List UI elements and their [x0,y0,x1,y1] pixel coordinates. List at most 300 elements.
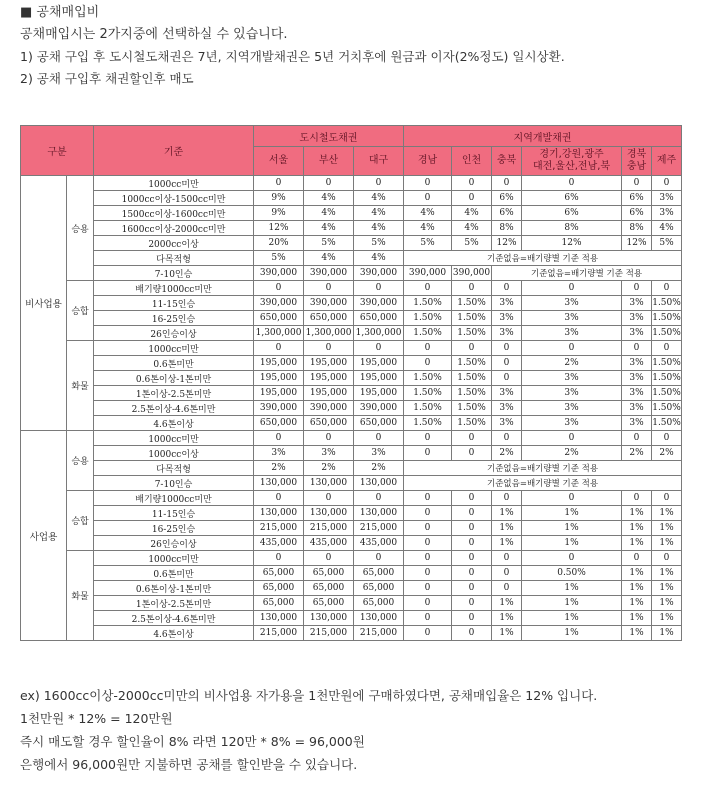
rate-cell: 0 [304,431,354,446]
rate-cell: 0 [254,281,304,296]
rate-cell: 1% [652,521,682,536]
option-two: 2) 공채 구입후 채권할인후 매도 [20,71,194,86]
rate-cell: 390,000 [404,266,452,281]
rate-cell: 0 [404,446,452,461]
rate-cell: 65,000 [254,581,304,596]
rate-cell: 0 [452,581,492,596]
rate-cell: 1.50% [652,311,682,326]
table-row [21,221,682,236]
rate-cell: 0 [452,281,492,296]
example-line: 은행에서 96,000원만 지불하면 공채를 할인받을 수 있습니다. [20,757,358,772]
header-region: 인천 [452,147,492,176]
rate-cell: 1.50% [452,296,492,311]
rate-cell: 0 [452,176,492,191]
rate-cell: 4% [304,251,354,266]
rate-cell: 0 [304,341,354,356]
rate-cell: 3% [622,356,652,371]
rate-cell: 3% [622,401,652,416]
rate-cell: 0 [452,521,492,536]
rate-cell: 3% [492,401,522,416]
rate-cell: 0 [492,581,522,596]
rate-cell: 0.50% [522,566,622,581]
rate-cell: 1% [522,536,622,551]
header-category: 구분 [21,126,94,176]
rate-cell: 4% [652,221,682,236]
rate-cell: 0 [492,281,522,296]
table-row [21,326,682,341]
table-row [21,251,682,266]
rate-cell: 1.50% [452,311,492,326]
rate-cell: 215,000 [254,521,304,536]
rate-cell: 0 [404,521,452,536]
table-row [21,431,682,446]
rate-cell: 0 [304,281,354,296]
criteria-cell: 11-15인승 [94,506,254,521]
table-row [21,356,682,371]
table-row [21,206,682,221]
rate-cell: 0 [404,191,452,206]
criteria-cell: 0.6톤미만 [94,356,254,371]
rate-cell: 0 [404,536,452,551]
rate-cell: 3% [522,326,622,341]
rate-cell: 0 [522,551,622,566]
rate-cell: 6% [522,206,622,221]
rate-cell: 435,000 [354,536,404,551]
rate-cell: 4% [452,221,492,236]
rate-cell: 195,000 [354,356,404,371]
criteria-cell: 다목적형 [94,251,254,266]
rate-cell: 0 [492,491,522,506]
rate-cell: 0 [622,281,652,296]
rate-cell: 390,000 [354,266,404,281]
rate-cell: 0 [452,611,492,626]
rate-cell: 3% [622,371,652,386]
rate-cell: 1,300,000 [254,326,304,341]
criteria-cell: 1600cc이상-2000cc미만 [94,221,254,236]
criteria-cell: 4.6톤이상 [94,626,254,641]
table-row [21,401,682,416]
table-row [21,521,682,536]
rate-cell: 130,000 [304,506,354,521]
rate-cell: 3% [492,386,522,401]
rate-cell: 4% [354,251,404,266]
rate-cell: 3% [522,311,622,326]
table-row [21,551,682,566]
rate-cell: 20% [254,236,304,251]
rate-cell: 0 [452,191,492,206]
rate-cell: 65,000 [254,596,304,611]
rate-cell: 3% [622,311,652,326]
example-line: 즉시 매도할 경우 할인율이 8% 라면 120만 * 8% = 96,000원 [20,734,365,749]
rate-cell: 3% [522,371,622,386]
rate-cell: 1% [622,611,652,626]
header-region: 제주 [652,147,682,176]
rate-cell: 9% [254,206,304,221]
rate-cell: 650,000 [354,416,404,431]
rate-cell: 0 [254,341,304,356]
rate-cell: 195,000 [304,386,354,401]
rate-cell: 4% [304,221,354,236]
vehicle-type-label: 승용 [67,176,94,281]
rate-cell: 1.50% [652,296,682,311]
rate-cell: 0 [254,551,304,566]
rate-cell: 650,000 [254,311,304,326]
table-row [21,506,682,521]
rate-cell: 0 [404,491,452,506]
rate-cell: 435,000 [304,536,354,551]
rate-cell: 1% [492,611,522,626]
rate-cell: 215,000 [254,626,304,641]
rate-cell: 0 [404,281,452,296]
rate-cell: 3% [622,416,652,431]
criteria-cell: 1000cc미만 [94,431,254,446]
criteria-cell: 26인승이상 [94,536,254,551]
rate-cell: 1.50% [452,416,492,431]
rate-cell: 0 [652,431,682,446]
rate-cell: 390,000 [354,401,404,416]
rate-cell: 1.50% [404,296,452,311]
criteria-cell: 7-10인승 [94,266,254,281]
section-heading: ■ 공채매입비 [20,5,100,20]
table-row [21,581,682,596]
rate-cell: 2% [522,356,622,371]
table-row [21,236,682,251]
rate-cell: 2% [622,446,652,461]
table-row [21,386,682,401]
header-criteria: 기준 [94,126,254,176]
table-row [21,176,682,191]
rate-cell: 12% [622,236,652,251]
rate-cell: 1.50% [404,401,452,416]
rate-cell: 1% [522,611,622,626]
rate-cell: 0 [354,431,404,446]
criteria-cell: 7-10인승 [94,476,254,491]
rate-cell: 0 [452,566,492,581]
criteria-cell: 1000cc미만 [94,176,254,191]
rate-cell: 0 [354,491,404,506]
rate-cell: 5% [404,236,452,251]
rate-cell: 1% [492,506,522,521]
criteria-cell: 0.6톤미만 [94,566,254,581]
rate-cell: 12% [492,236,522,251]
rate-cell: 3% [652,191,682,206]
rate-cell: 0 [492,551,522,566]
rate-cell: 2% [304,461,354,476]
criteria-cell: 16-25인승 [94,521,254,536]
rate-cell: 0 [622,551,652,566]
header-metro-bond: 도시철도채권 [254,126,404,147]
rate-cell: 3% [622,386,652,401]
rate-cell: 215,000 [304,521,354,536]
rate-cell: 4% [354,191,404,206]
rate-cell: 1% [522,521,622,536]
rate-cell: 195,000 [354,386,404,401]
criteria-cell: 0.6톤이상-1톤미만 [94,581,254,596]
rate-cell: 1.50% [652,416,682,431]
rate-cell: 0 [452,596,492,611]
section-label: 비사업용 [21,176,67,431]
rate-cell: 12% [522,236,622,251]
rate-cell: 0 [492,341,522,356]
rate-cell: 2% [652,446,682,461]
rate-cell: 0 [404,551,452,566]
rate-cell: 1% [622,626,652,641]
rate-cell: 0 [652,281,682,296]
example-text [20,684,597,776]
rate-cell: 5% [254,251,304,266]
rate-cell: 0 [622,176,652,191]
rate-cell: 0 [452,341,492,356]
table-row [21,446,682,461]
rate-cell: 1.50% [404,371,452,386]
rate-cell: 0 [404,176,452,191]
example-line: 1천만원 * 12% = 120만원 [20,711,173,726]
vehicle-type-label: 화물 [67,341,94,431]
rate-cell: 1.50% [404,311,452,326]
note-cell: 기준없음=배기량별 기준 적용 [492,266,682,281]
criteria-cell: 0.6톤이상-1톤미만 [94,371,254,386]
rate-cell: 0 [452,506,492,521]
table-row [21,536,682,551]
rate-cell: 0 [452,551,492,566]
rate-cell: 1% [622,566,652,581]
rate-cell: 195,000 [254,386,304,401]
rate-cell: 3% [492,416,522,431]
rate-cell: 195,000 [304,356,354,371]
rate-cell: 390,000 [304,401,354,416]
rate-cell: 130,000 [254,476,304,491]
rate-cell: 0 [404,356,452,371]
rate-cell: 0 [452,626,492,641]
table-row [21,191,682,206]
rate-cell: 0 [354,176,404,191]
rate-cell: 3% [522,386,622,401]
rate-cell: 5% [452,236,492,251]
rate-cell: 0 [452,431,492,446]
rate-cell: 4% [304,191,354,206]
rate-cell: 5% [652,236,682,251]
rate-cell: 130,000 [304,611,354,626]
rate-cell: 1.50% [652,356,682,371]
rate-cell: 130,000 [254,506,304,521]
criteria-cell: 1000cc미만 [94,551,254,566]
rate-cell: 1.50% [452,326,492,341]
rate-cell: 0 [254,431,304,446]
rate-cell: 1% [622,596,652,611]
rate-cell: 3% [492,311,522,326]
vehicle-type-label: 승용 [67,431,94,491]
rate-cell: 130,000 [354,476,404,491]
rate-cell: 3% [522,401,622,416]
criteria-cell: 1000cc미만 [94,341,254,356]
rate-cell: 0 [652,176,682,191]
rate-cell: 130,000 [354,611,404,626]
rate-cell: 390,000 [304,266,354,281]
rate-cell: 3% [522,296,622,311]
rate-cell: 1% [652,611,682,626]
rate-cell: 6% [492,206,522,221]
rate-cell: 0 [304,176,354,191]
rate-cell: 1% [652,536,682,551]
rate-cell: 1.50% [452,386,492,401]
rate-cell: 0 [404,581,452,596]
criteria-cell: 1000cc이상 [94,446,254,461]
rate-cell: 4% [452,206,492,221]
rate-cell: 6% [622,191,652,206]
rate-cell: 195,000 [354,371,404,386]
example-line: ex) 1600cc이상-2000cc미만의 비사업용 자가용을 1천만원에 구매하였다면, 공채매입율은 12% 입니다. [20,688,598,703]
section-label: 사업용 [21,431,67,641]
vehicle-type-label: 승합 [67,281,94,341]
rate-cell: 0 [452,536,492,551]
rate-cell: 0 [652,491,682,506]
criteria-cell: 16-25인승 [94,311,254,326]
criteria-cell: 1톤이상-2.5톤미만 [94,386,254,401]
rate-cell: 1.50% [652,401,682,416]
rate-cell: 4% [404,206,452,221]
rate-cell: 65,000 [354,581,404,596]
rate-cell: 0 [404,341,452,356]
rate-cell: 4% [354,206,404,221]
rate-cell: 0 [354,551,404,566]
rate-cell: 0 [622,491,652,506]
rate-cell: 1.50% [652,326,682,341]
rate-cell: 1.50% [452,401,492,416]
rate-cell: 1.50% [452,356,492,371]
rate-cell: 3% [652,206,682,221]
rate-cell: 390,000 [254,401,304,416]
criteria-cell: 2000cc이상 [94,236,254,251]
rate-cell: 0 [622,341,652,356]
rate-cell: 1% [652,626,682,641]
rate-cell: 2% [492,446,522,461]
rate-cell: 1% [622,536,652,551]
vehicle-type-label: 승합 [67,491,94,551]
rate-cell: 130,000 [304,476,354,491]
rate-cell: 65,000 [304,596,354,611]
rate-cell: 3% [622,296,652,311]
rate-cell: 1% [652,506,682,521]
rate-cell: 390,000 [452,266,492,281]
rate-cell: 1% [622,581,652,596]
rate-cell: 435,000 [254,536,304,551]
rate-cell: 3% [492,326,522,341]
rate-cell: 195,000 [254,371,304,386]
intro-text [20,2,565,90]
table-row [21,566,682,581]
rate-cell: 1.50% [404,386,452,401]
rate-cell: 0 [452,446,492,461]
note-cell: 기준없음=배기량별 기준 적용 [404,476,682,491]
rate-cell: 65,000 [304,566,354,581]
rate-cell: 650,000 [304,311,354,326]
rate-cell: 4% [404,221,452,236]
rate-cell: 1% [492,596,522,611]
rate-cell: 1% [522,506,622,521]
rate-cell: 0 [404,566,452,581]
option-one: 1) 공채 구입 후 도시철도채권은 7년, 지역개발채권은 5년 거치후에 원금과 이자(2%정도) 일시상환. [20,49,565,64]
rate-cell: 1% [652,581,682,596]
table-row [21,626,682,641]
rate-cell: 215,000 [354,626,404,641]
rate-cell: 4% [304,206,354,221]
rate-cell: 0 [404,506,452,521]
criteria-cell: 2.5톤이상-4.6톤미만 [94,611,254,626]
rate-cell: 0 [404,596,452,611]
rate-cell: 195,000 [304,371,354,386]
criteria-cell: 다목적형 [94,461,254,476]
rate-cell: 130,000 [354,506,404,521]
criteria-cell: 11-15인승 [94,296,254,311]
criteria-cell: 2.5톤이상-4.6톤미만 [94,401,254,416]
rate-cell: 195,000 [254,356,304,371]
rate-cell: 6% [522,191,622,206]
rate-cell: 0 [404,431,452,446]
rate-cell: 1% [492,536,522,551]
table-row [21,281,682,296]
rate-cell: 2% [254,461,304,476]
rate-cell: 390,000 [254,296,304,311]
rate-cell: 0 [492,371,522,386]
rate-cell: 0 [492,356,522,371]
rate-cell: 215,000 [354,521,404,536]
header-regional-bond: 지역개발채권 [404,126,682,147]
rate-cell: 1% [652,596,682,611]
rate-cell: 215,000 [304,626,354,641]
rate-cell: 1% [622,506,652,521]
table-row [21,611,682,626]
rate-cell: 390,000 [304,296,354,311]
rate-cell: 0 [254,491,304,506]
rate-cell: 65,000 [354,596,404,611]
rate-cell: 4% [354,221,404,236]
rate-cell: 0 [522,176,622,191]
rate-cell: 3% [492,296,522,311]
rate-cell: 6% [622,206,652,221]
vehicle-type-label: 화물 [67,551,94,641]
rate-cell: 650,000 [354,311,404,326]
header-region: 부산 [304,147,354,176]
criteria-cell: 1000cc이상-1500cc미만 [94,191,254,206]
table-row [21,461,682,476]
table-row [21,491,682,506]
criteria-cell: 26인승이상 [94,326,254,341]
rate-cell: 3% [304,446,354,461]
rate-cell: 1% [622,521,652,536]
rate-cell: 1% [492,626,522,641]
rate-cell: 0 [492,176,522,191]
rate-cell: 0 [404,611,452,626]
rate-cell: 0 [354,341,404,356]
rate-cell: 0 [492,566,522,581]
rate-cell: 390,000 [354,296,404,311]
rate-cell: 0 [522,281,622,296]
rate-cell: 0 [522,491,622,506]
rate-cell: 1% [492,521,522,536]
rate-cell: 0 [452,491,492,506]
rate-cell: 12% [254,221,304,236]
rate-cell: 65,000 [354,566,404,581]
rate-cell: 8% [622,221,652,236]
rate-cell: 3% [254,446,304,461]
criteria-cell: 배기량1000cc미만 [94,281,254,296]
table-row [21,596,682,611]
criteria-cell: 1톤이상-2.5톤미만 [94,596,254,611]
rate-cell: 1% [522,581,622,596]
header-region: 경북 충남 [622,147,652,176]
header-region: 경남 [404,147,452,176]
rate-cell: 0 [652,551,682,566]
